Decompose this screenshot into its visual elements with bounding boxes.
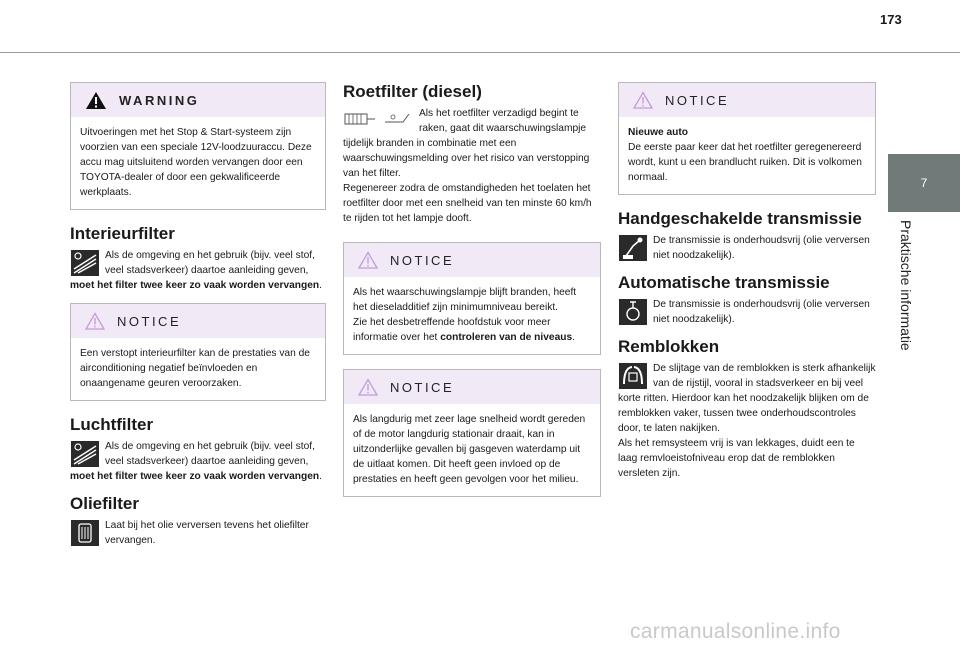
heading-remblokken: Remblokken — [618, 337, 720, 356]
notice-text-1: Een verstopt interieurfilter kan de prestaties van de airconditioning negatief beïnvloeden en onaangename geuren veroorzaken. — [80, 348, 310, 389]
section-luchtfilter — [70, 415, 326, 484]
text-handgeschakelde: De transmissie is onderhoudsvrij (olie verversen niet noodzakelijk). — [653, 235, 870, 261]
text-automatische: De transmissie is onderhoudsvrij (olie verversen niet noodzakelijk). — [653, 299, 870, 325]
notice-header-4 — [619, 83, 875, 117]
chapter-title: Praktische informatie — [898, 220, 914, 351]
heading-luchtfilter: Luchtfilter — [70, 415, 154, 434]
notice-bold-2: controleren van de niveaus — [440, 332, 573, 343]
notice-triangle-icon — [85, 312, 105, 330]
roetfilter-text-2: Regenereer zodra de omstandigheden het toelaten het roetfilter door met een snelheid van ten minste 60 km/h te rijden tot het lampje dooft. — [343, 183, 592, 224]
warning-box — [70, 82, 326, 210]
heading-roetfilter: Roetfilter (diesel) — [343, 82, 482, 101]
section-oliefilter — [70, 494, 326, 548]
text-oliefilter: Laat bij het olie verversen tevens het oliefilter vervangen. — [105, 520, 309, 546]
section-roetfilter — [343, 82, 601, 226]
remblokken-text-2: Als het remsysteem vrij is van lekkages, duidt een te laag remvloeistofniveau erop dat de remblokken versleten zijn. — [618, 438, 855, 479]
notice-box-3 — [343, 369, 601, 497]
text-luchtfilter: Als de omgeving en het gebruik (bijv. veel stof, veel stadsverkeer) daartoe aanleiding geven, — [105, 441, 315, 467]
heading-handgeschakelde: Handgeschakelde transmissie — [618, 209, 862, 228]
bold-interieurfilter: moet het filter twee keer zo vaak worden vervangen — [70, 280, 320, 291]
oil-filter-icon — [70, 519, 100, 547]
warning-title: WARNING — [119, 92, 200, 108]
notice-triangle-icon — [633, 91, 653, 109]
cabin-filter-icon — [70, 249, 100, 277]
tail-luchtfilter: . — [319, 471, 322, 482]
notice-header-1 — [71, 304, 325, 338]
notice-triangle-icon — [358, 378, 378, 396]
air-filter-icon — [70, 440, 100, 468]
notice-title-4: NOTICE — [665, 92, 730, 108]
notice-text-2a: Als het waarschuwingslampje blijft branden, heeft het dieseladditief zijn minimumniveau bereikt. — [353, 287, 577, 313]
remblokken-text-1: De slijtage van de remblokken is sterk afhankelijk van de rijstijl, vooral in stadsverkeer en bij veel korte ritten. Hierdoor kan het noodzakelijk blijken om de remblokken vaker, tussen twee onderhoudscontroles door, te laten nakijken. — [618, 363, 876, 434]
manual-gearbox-icon — [618, 234, 648, 262]
notice-text-2b: Zie het desbetreffende hoofdstuk voor meer informatie over het — [353, 317, 551, 343]
warning-header — [71, 83, 325, 117]
bold-luchtfilter: moet het filter twee keer zo vaak worden vervangen — [70, 471, 320, 482]
section-interieurfilter — [70, 224, 326, 293]
column-3 — [618, 82, 876, 491]
notice-bold-4: Nieuwe auto — [628, 127, 689, 138]
text-interieurfilter: Als de omgeving en het gebruik (bijv. veel stof, veel stadsverkeer) daartoe aanleiding geven, — [105, 250, 315, 276]
notice-title-2: NOTICE — [390, 252, 455, 268]
notice-text-4: De eerste paar keer dat het roetfilter geregenereerd wordt, kunt u een brandlucht ruiken. Dit is volkomen normaal. — [628, 142, 862, 183]
brake-pads-icon — [618, 362, 648, 390]
notice-tail-2: . — [572, 332, 575, 343]
notice-title-3: NOTICE — [390, 379, 455, 395]
warning-text: Uitvoeringen met het Stop & Start-systeem zijn voorzien van een speciale 12V-loodzuuraccu. Deze accu mag uitsluitend worden vervangen door een TOYOTA-dealer of door een gekwalificeerde werkplaats. — [80, 127, 312, 198]
notice-box-2 — [343, 242, 601, 355]
notice-box-1 — [70, 303, 326, 401]
column-1 — [70, 82, 326, 558]
section-handgeschakelde — [618, 209, 876, 263]
automatic-gearbox-icon — [618, 298, 648, 326]
notice-text-3: Als langdurig met zeer lage snelheid wordt gereden of de motor langdurig stationair draait, kan in uitzonderlijke gevallen bij gasgeven waterdamp uit de uitlaat komen. Dit heeft geen invloed op de prestaties en heeft geen gevolgen voor het milieu. — [353, 414, 586, 485]
heading-automatische: Automatische transmissie — [618, 273, 830, 292]
header-rule — [0, 52, 960, 53]
heading-interieurfilter: Interieurfilter — [70, 224, 175, 243]
heading-oliefilter: Oliefilter — [70, 494, 139, 513]
warning-triangle-icon — [85, 91, 107, 110]
watermark: carmanualsonline.info — [630, 620, 841, 643]
roetfilter-text-1: Als het roetfilter verzadigd begint te raken, gaat dit waarschuwingslampje tijdelijk branden in combinatie met een waarschuwingsmelding over het risico van verstopping van het filter. — [343, 108, 590, 179]
column-2 — [343, 82, 601, 511]
page-number: 173 — [880, 12, 902, 27]
section-remblokken — [618, 337, 876, 481]
tail-interieurfilter: . — [319, 280, 322, 291]
particle-filter-warning-icon — [343, 108, 413, 130]
chapter-tab[interactable]: 7 — [888, 154, 960, 212]
notice-header-2 — [344, 243, 600, 277]
notice-triangle-icon — [358, 251, 378, 269]
notice-header-3 — [344, 370, 600, 404]
notice-title-1: NOTICE — [117, 313, 182, 329]
section-automatische — [618, 273, 876, 327]
notice-box-4 — [618, 82, 876, 195]
